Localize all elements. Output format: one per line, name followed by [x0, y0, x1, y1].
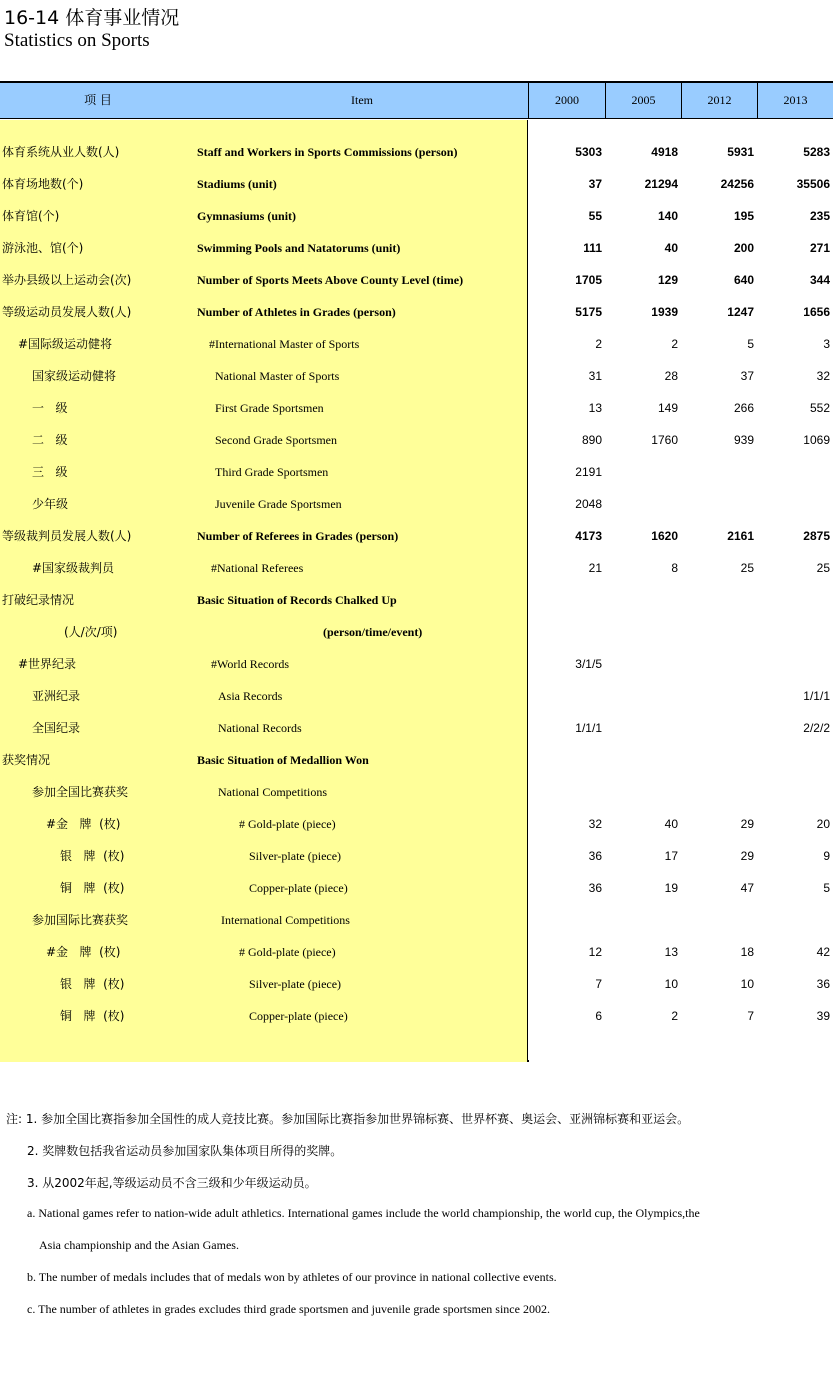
- row-value-2000: 36: [588, 849, 602, 863]
- row-value-2005: 28: [664, 369, 678, 383]
- row-label-cn: 银 牌 (枚): [60, 849, 125, 863]
- row-label-cn: #国际级运动健将: [18, 337, 113, 351]
- table-row: [0, 584, 833, 616]
- row-value-2005: 1620: [651, 529, 678, 543]
- row-label-cn: 三 级: [32, 465, 68, 479]
- footnote-line: 2. 奖牌数包括我省运动员参加国家队集体项目所得的奖牌。: [27, 1144, 343, 1158]
- row-value-2000: 13: [588, 401, 602, 415]
- row-value-2012: 5931: [727, 145, 754, 159]
- row-value-2013: 25: [816, 561, 830, 575]
- row-value-2000: 36: [588, 881, 602, 895]
- table-row: [0, 296, 833, 328]
- row-value-2013: 271: [809, 241, 830, 255]
- table-row: [0, 456, 833, 488]
- row-value-2012: 24256: [720, 177, 754, 191]
- footnote-line: a. National games refer to nation-wide adult athletics. International games include the world championship, the world cup, the Olympics,the: [27, 1206, 700, 1220]
- row-label-cn: (人/次/项): [64, 625, 118, 639]
- row-value-2000: 37: [588, 177, 602, 191]
- row-value-2013: 5: [823, 881, 830, 895]
- table-row: [0, 328, 833, 360]
- row-value-2013: 1656: [803, 305, 830, 319]
- row-label-cn: 参加国际比赛获奖: [32, 913, 129, 927]
- table-row: [0, 904, 833, 936]
- table-row: [0, 168, 833, 200]
- row-value-2013: 1/1/1: [803, 689, 830, 703]
- row-value-2005: 21294: [644, 177, 678, 191]
- row-label-en: #World Records: [211, 657, 290, 671]
- row-label-en: Juvenile Grade Sportsmen: [215, 497, 342, 511]
- row-value-2012: 2161: [727, 529, 754, 543]
- row-value-2005: 4918: [651, 145, 678, 159]
- row-label-cn: 举办县级以上运动会(次): [2, 273, 132, 287]
- row-value-2012: 47: [740, 881, 754, 895]
- table-row: [0, 360, 833, 392]
- row-label-en: Number of Referees in Grades (person): [197, 529, 399, 543]
- row-value-2012: 195: [733, 209, 754, 223]
- row-value-2012: 200: [733, 241, 754, 255]
- row-label-en: (person/time/event): [323, 625, 423, 639]
- row-value-2005: 8: [671, 561, 678, 575]
- table-row: [0, 744, 833, 776]
- table-row: [0, 872, 833, 904]
- row-label-cn: #金 牌 (枚): [46, 817, 121, 831]
- table-row: [0, 808, 833, 840]
- table-row: [0, 936, 833, 968]
- table-row: [0, 680, 833, 712]
- row-value-2013: 344: [809, 273, 830, 287]
- row-label-cn: #世界纪录: [18, 657, 77, 671]
- header-year-2005: 2005: [605, 83, 681, 118]
- row-value-2005: 13: [664, 945, 678, 959]
- row-label-en: Basic Situation of Records Chalked Up: [197, 593, 397, 607]
- row-value-2000: 2191: [575, 465, 602, 479]
- row-label-en: Silver-plate (piece): [249, 977, 342, 991]
- row-label-cn: #国家级裁判员: [32, 561, 115, 575]
- row-label-cn: 体育系统从业人数(人): [2, 145, 120, 159]
- row-value-2000: 2048: [575, 497, 602, 511]
- row-label-en: Gymnasiums (unit): [197, 209, 297, 223]
- row-value-2005: 2: [671, 1009, 678, 1023]
- row-label-cn: 打破纪录情况: [2, 593, 75, 607]
- row-label-en: Basic Situation of Medallion Won: [197, 753, 369, 767]
- header-item-en: Item: [351, 93, 373, 107]
- table-row: [0, 264, 833, 296]
- row-value-2013: 235: [809, 209, 830, 223]
- row-value-2000: 3/1/5: [575, 657, 602, 671]
- row-value-2000: 6: [595, 1009, 602, 1023]
- row-label-en: Silver-plate (piece): [249, 849, 342, 863]
- row-value-2000: 21: [588, 561, 602, 575]
- row-value-2013: 32: [816, 369, 830, 383]
- row-label-en: # Gold-plate (piece): [239, 817, 336, 831]
- sports-statistics-table: [0, 81, 833, 1062]
- table-row: [0, 968, 833, 1000]
- row-value-2000: 1/1/1: [575, 721, 602, 735]
- row-value-2013: 9: [823, 849, 830, 863]
- row-label-en: Copper-plate (piece): [249, 1009, 348, 1023]
- row-label-cn: #金 牌 (枚): [46, 945, 121, 959]
- row-label-cn: 少年级: [32, 497, 69, 511]
- row-label-cn: 游泳池、馆(个): [2, 241, 84, 255]
- row-label-cn: 等级裁判员发展人数(人): [2, 529, 132, 543]
- row-value-2012: 7: [747, 1009, 754, 1023]
- header-year-2000: 2000: [528, 83, 605, 118]
- table-header: [0, 83, 833, 119]
- row-value-2000: 55: [588, 209, 602, 223]
- table-row: [0, 232, 833, 264]
- row-value-2000: 2: [595, 337, 602, 351]
- row-value-2005: 1760: [651, 433, 678, 447]
- row-value-2012: 18: [740, 945, 754, 959]
- row-label-en: #National Referees: [211, 561, 304, 575]
- row-value-2012: 939: [733, 433, 754, 447]
- row-value-2000: 32: [588, 817, 602, 831]
- row-value-2005: 17: [664, 849, 678, 863]
- row-label-cn: 一 级: [32, 401, 68, 415]
- row-value-2005: 129: [657, 273, 678, 287]
- row-value-2000: 4173: [575, 529, 602, 543]
- row-value-2013: 2/2/2: [803, 721, 830, 735]
- row-value-2013: 36: [816, 977, 830, 991]
- header-year-2013: 2013: [757, 83, 833, 118]
- row-label-cn: 银 牌 (枚): [60, 977, 125, 991]
- footnote-line: b. The number of medals includes that of medals won by athletes of our province in national collective events.: [27, 1270, 557, 1284]
- row-value-2013: 2875: [803, 529, 830, 543]
- row-label-en: Swimming Pools and Natatorums (unit): [197, 241, 401, 255]
- row-value-2012: 37: [740, 369, 754, 383]
- row-value-2000: 890: [581, 433, 602, 447]
- table-row: [0, 520, 833, 552]
- row-value-2013: 39: [816, 1009, 830, 1023]
- table-row: [0, 488, 833, 520]
- table-row: [0, 136, 833, 168]
- row-value-2005: 140: [657, 209, 678, 223]
- row-value-2000: 31: [588, 369, 602, 383]
- row-label-en: Third Grade Sportsmen: [215, 465, 329, 479]
- row-value-2012: 25: [740, 561, 754, 575]
- row-value-2013: 20: [816, 817, 830, 831]
- table-row: [0, 392, 833, 424]
- row-label-en: Second Grade Sportsmen: [215, 433, 337, 447]
- table-row: [0, 200, 833, 232]
- row-label-en: Number of Athletes in Grades (person): [197, 305, 396, 319]
- row-label-en: Staff and Workers in Sports Commissions (person): [197, 145, 458, 159]
- row-value-2012: 10: [740, 977, 754, 991]
- table-row: [0, 840, 833, 872]
- table-row: [0, 712, 833, 744]
- row-value-2000: 1705: [575, 273, 602, 287]
- footnote-line: 注: 1. 参加全国比赛指参加全国性的成人竞技比赛。参加国际比赛指参加世界锦标赛、世界杯赛、奥运会、亚洲锦标赛和亚运会。: [6, 1112, 690, 1126]
- row-label-cn: 参加全国比赛获奖: [32, 785, 129, 799]
- row-value-2013: 35506: [796, 177, 830, 191]
- footnote-line: Asia championship and the Asian Games.: [39, 1238, 239, 1252]
- row-value-2013: 3: [823, 337, 830, 351]
- table-row: [0, 776, 833, 808]
- row-label-cn: 二 级: [32, 433, 68, 447]
- row-label-cn: 铜 牌 (枚): [60, 1009, 125, 1023]
- table-row: [0, 424, 833, 456]
- row-value-2012: 1247: [727, 305, 754, 319]
- table-row: [0, 552, 833, 584]
- row-label-cn: 全国纪录: [32, 721, 81, 735]
- row-label-cn: 等级运动员发展人数(人): [2, 305, 132, 319]
- row-value-2005: 2: [671, 337, 678, 351]
- row-label-en: First Grade Sportsmen: [215, 401, 324, 415]
- row-value-2005: 1939: [651, 305, 678, 319]
- row-value-2005: 40: [664, 241, 678, 255]
- row-label-en: International Competitions: [221, 913, 350, 927]
- row-label-cn: 体育场地数(个): [2, 177, 84, 191]
- footnote-line: 3. 从2002年起,等级运动员不含三级和少年级运动员。: [27, 1176, 317, 1190]
- row-value-2013: 552: [809, 401, 830, 415]
- row-label-en: National Master of Sports: [215, 369, 340, 383]
- header-year-2012: 2012: [681, 83, 757, 118]
- page-title-cn: 16-14 体育事业情况: [4, 7, 180, 29]
- row-label-cn: 亚洲纪录: [32, 689, 81, 703]
- row-label-cn: 国家级运动健将: [32, 369, 117, 383]
- footnote-line: c. The number of athletes in grades excludes third grade sportsmen and juvenile grade sportsmen since 2002.: [27, 1302, 550, 1316]
- row-value-2000: 5303: [575, 145, 602, 159]
- row-value-2000: 7: [595, 977, 602, 991]
- row-label-en: Copper-plate (piece): [249, 881, 348, 895]
- row-value-2000: 111: [583, 241, 602, 255]
- row-value-2013: 5283: [803, 145, 830, 159]
- row-label-cn: 体育馆(个): [2, 209, 60, 223]
- row-label-en: Asia Records: [218, 689, 283, 703]
- header-item-cn: 项 目: [84, 93, 112, 107]
- row-value-2000: 5175: [575, 305, 602, 319]
- row-value-2013: 42: [816, 945, 830, 959]
- row-value-2012: 29: [740, 817, 754, 831]
- table-row: [0, 1000, 833, 1032]
- row-value-2005: 10: [664, 977, 678, 991]
- row-label-en: Number of Sports Meets Above County Level (time): [197, 273, 464, 287]
- row-label-en: # Gold-plate (piece): [239, 945, 336, 959]
- row-label-en: Stadiums (unit): [197, 177, 277, 191]
- row-label-en: #International Master of Sports: [209, 337, 360, 351]
- row-value-2012: 266: [733, 401, 754, 415]
- row-value-2012: 640: [733, 273, 754, 287]
- table-row: [0, 648, 833, 680]
- row-label-cn: 获奖情况: [2, 753, 51, 767]
- row-label-cn: 铜 牌 (枚): [60, 881, 125, 895]
- row-label-en: National Records: [218, 721, 302, 735]
- row-value-2005: 19: [664, 881, 678, 895]
- row-value-2000: 12: [588, 945, 602, 959]
- row-value-2013: 1069: [803, 433, 830, 447]
- row-label-en: National Competitions: [218, 785, 327, 799]
- row-value-2005: 40: [664, 817, 678, 831]
- table-row: [0, 616, 833, 648]
- row-value-2005: 149: [657, 401, 678, 415]
- row-value-2012: 5: [747, 337, 754, 351]
- row-value-2012: 29: [740, 849, 754, 863]
- page-title-en: Statistics on Sports: [4, 30, 150, 51]
